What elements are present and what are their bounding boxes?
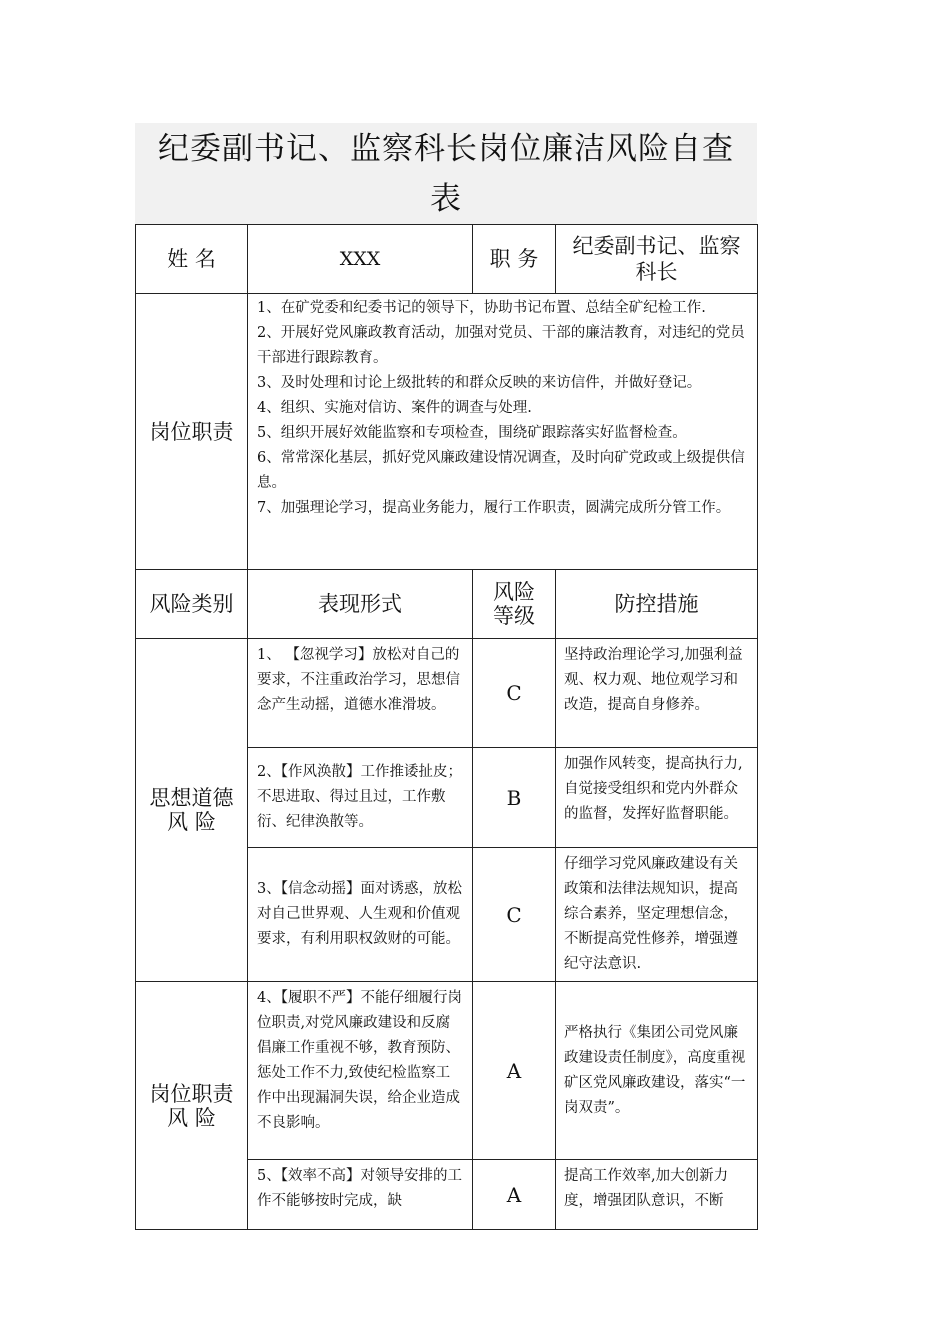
risk-row bbox=[136, 639, 758, 748]
duty-item: 7、加强理论学习，提高业务能力，履行工作职责，圆满完成所分管工作。 bbox=[257, 500, 731, 516]
risk-description: 2、【作风涣散】工作推诿扯皮；不思进取、得过且过，工作敷衍、纪律涣散等。 bbox=[248, 748, 473, 848]
risk-level: A bbox=[473, 982, 556, 1160]
duty-item: 3、及时处理和讨论上级批转的和群众反映的来访信件，并做好登记。 bbox=[257, 375, 702, 391]
duty-item: 1、在矿党委和纪委书记的领导下，协助书记布置、总结全矿纪检工作. bbox=[257, 300, 706, 316]
risk-measure: 严格执行《集团公司党风廉政建设责任制度》，高度重视矿区党风廉政建设，落实“一岗双责”。 bbox=[556, 982, 758, 1160]
risk-level: C bbox=[473, 639, 556, 748]
duty-item: 5、组织开展好效能监察和专项检查，围绕矿跟踪落实好监督检查。 bbox=[257, 425, 687, 441]
duties-content bbox=[248, 294, 758, 570]
risk-level: A bbox=[473, 1160, 556, 1230]
risk-description: 3、【信念动摇】面对诱惑，放松对自己世界观、人生观和价值观要求，有利用职权敛财的可能。 bbox=[248, 848, 473, 982]
risk-description: 5、【效率不高】对领导安排的工作不能够按时完成，缺 bbox=[248, 1160, 473, 1230]
risk-measure: 提高工作效率,加大创新力度，增强团队意识，不断 bbox=[556, 1160, 758, 1230]
page-title: 纪委副书记、监察科长岗位廉洁风险自查表 bbox=[158, 130, 734, 217]
duties-label: 岗位职责 bbox=[136, 294, 248, 570]
category-ideological: 思想道德风 险 bbox=[136, 639, 248, 982]
title-area bbox=[135, 123, 757, 224]
header-category: 风险类别 bbox=[136, 570, 248, 639]
risk-measure: 仔细学习党风廉政建设有关政策和法律法规知识，提高综合素养，坚定理想信念，不断提高党性修养，增强遵纪守法意识. bbox=[556, 848, 758, 982]
name-value: XXX bbox=[248, 225, 473, 294]
header-form: 表现形式 bbox=[248, 570, 473, 639]
document bbox=[135, 123, 757, 1230]
self-check-table bbox=[135, 224, 758, 1230]
info-row bbox=[136, 225, 758, 294]
risk-measure: 加强作风转变，提高执行力,自觉接受组织和党内外群众的监督，发挥好监督职能。 bbox=[556, 748, 758, 848]
risk-level: B bbox=[473, 748, 556, 848]
duties-row bbox=[136, 294, 758, 570]
risk-description: 4、【履职不严】不能仔细履行岗位职责,对党风廉政建设和反腐倡廉工作重视不够，教育预防、惩处工作不力,致使纪检监察工作中出现漏洞失误，给企业造成不良影响。 bbox=[248, 982, 473, 1160]
risk-level: C bbox=[473, 848, 556, 982]
position-label: 职 务 bbox=[473, 225, 556, 294]
header-measures: 防控措施 bbox=[556, 570, 758, 639]
category-job-duty: 岗位职责风 险 bbox=[136, 982, 248, 1230]
header-level: 风险等级 bbox=[473, 570, 556, 639]
duty-item: 6、常常深化基层，抓好党风廉政建设情况调查，及时向矿党政或上级提供信息。 bbox=[257, 450, 745, 491]
risk-description: 1、 【忽视学习】放松对自己的要求，不注重政治学习，思想信念产生动摇，道德水准滑坡。 bbox=[248, 639, 473, 748]
risk-row bbox=[136, 982, 758, 1160]
header-row bbox=[136, 570, 758, 639]
name-label: 姓 名 bbox=[136, 225, 248, 294]
duty-item: 4、组织、实施对信访、案件的调查与处理. bbox=[257, 400, 532, 416]
position-value: 纪委副书记、监察科长 bbox=[556, 225, 758, 294]
risk-measure: 坚持政治理论学习,加强利益观、权力观、地位观学习和改造，提高自身修养。 bbox=[556, 639, 758, 748]
duty-item: 2、开展好党风廉政教育活动，加强对党员、干部的廉洁教育，对违纪的党员干部进行跟踪教育。 bbox=[257, 325, 745, 366]
